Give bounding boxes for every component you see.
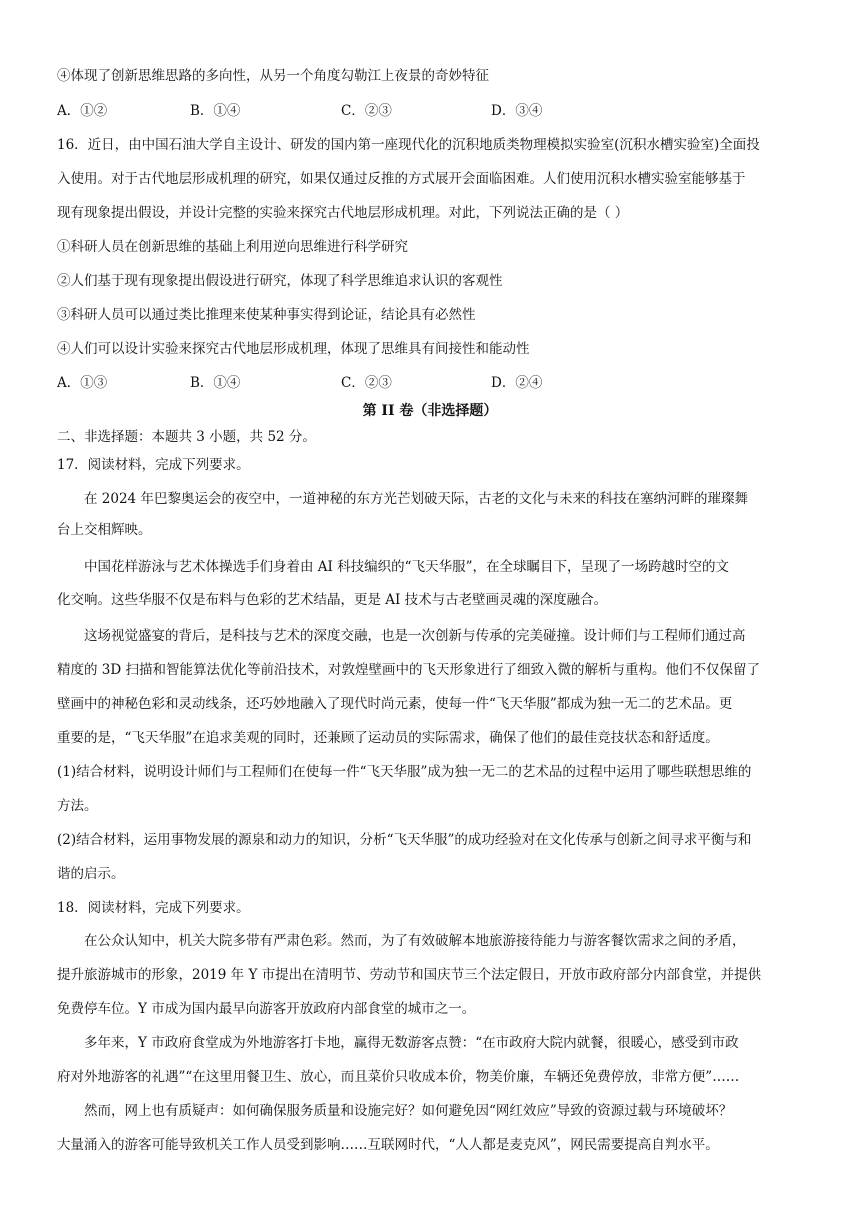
- q17-material-line: 重要的是，“飞天华服”在追求美观的同时，还兼顾了运动员的实际需求，确保了他们的最佳竞技状态和舒适度。: [57, 730, 719, 746]
- q18-material-line: 多年来，Y 市政府食堂成为外地游客打卡地，赢得无数游客点赞：“在市政府大院内就餐，很暖心，感受到市政: [84, 1035, 739, 1051]
- q16-item-1: ①科研人员在创新思维的基础上利用逆向思维进行科学研究: [57, 239, 408, 255]
- q17-material-line: 中国花样游泳与艺术体操选手们身着由 AI 科技编织的“飞天华服”，在全球瞩目下，呈现了一场跨越时空的文: [84, 559, 729, 575]
- q17-material-line: 在 2024 年巴黎奥运会的夜空中，一道神秘的东方光芒划破天际，古老的文化与未来的科技在塞纳河畔的璀璨舞: [84, 491, 748, 507]
- q16-item-2: ②人们基于现有现象提出假设进行研究，体现了科学思维追求认识的客观性: [57, 273, 503, 289]
- q16-item-3: ③科研人员可以通过类比推理来使某种事实得到论证，结论具有必然性: [57, 307, 476, 323]
- q17-material-line: 精度的 3D 扫描和智能算法优化等前沿技术，对敦煌壁画中的飞天形象进行了细致入微的解析与重构。他们不仅保留了: [57, 662, 760, 678]
- q15-option-c: C．②③: [341, 103, 392, 119]
- q17-stem: 17．阅读材料，完成下列要求。: [57, 457, 250, 473]
- q16-stem-line: 现有现象提出假设，并设计完整的实验来探究古代地层形成机理。对此，下列说法正确的是（ ）: [57, 205, 629, 221]
- q15-option-d: D．③④: [491, 103, 543, 119]
- section-title: 第 II 卷（非选择题）: [362, 403, 498, 419]
- q17-material-line: 这场视觉盛宴的背后，是科技与艺术的深度交融，也是一次创新与传承的完美碰撞。设计师们与工程师们通过高: [84, 628, 746, 644]
- q18-material-line: 府对外地游客的礼遇”“在这里用餐卫生、放心，而且菜价只收成本价，物美价廉，车辆还免费停放，非常方便”……: [57, 1069, 740, 1085]
- q18-material-line: 然而，网上也有质疑声：如何确保服务质量和设施完好？如何避免因“网红效应”导致的资源过载与环境破坏？: [84, 1103, 733, 1119]
- q16-option-d: D．②④: [491, 375, 543, 391]
- q15-option-b: B．①④: [190, 103, 241, 119]
- q18-material-line: 在公众认知中，机关大院多带有严肃色彩。然而，为了有效破解本地旅游接待能力与游客餐饮需求之间的矛盾，: [84, 933, 746, 949]
- q17-sub-question-2: 谐的启示。: [57, 866, 125, 882]
- q17-material-line: 化交响。这些华服不仅是布料与色彩的艺术结晶，更是 AI 技术与古老壁画灵魂的深度融合。: [57, 592, 608, 608]
- q16-stem-line: 16．近日，由中国石油大学自主设计、研发的国内第一座现代化的沉积地质类物理模拟实验室(沉积水槽实验室)全面投: [57, 137, 760, 153]
- q16-option-b: B．①④: [190, 375, 241, 391]
- q17-material-line: 壁画中的神秘色彩和灵动线条，还巧妙地融入了现代时尚元素，使每一件“飞天华服”都成为独一无二的艺术品。更: [57, 696, 733, 712]
- q15-option-a: A．①②: [57, 103, 108, 119]
- q18-material-line: 大量涌入的游客可能导致机关工作人员受到影响……互联网时代，“人人都是麦克风”，网民需要提高自判水平。: [57, 1137, 719, 1153]
- q17-material-line: 台上交相辉映。: [57, 522, 152, 538]
- q16-stem-line: 入使用。对于古代地层形成机理的研究，如果仅通过反推的方式展开会面临困难。人们使用沉积水槽实验室能够基于: [57, 171, 746, 187]
- q18-material-line: 免费停车位。Y 市成为国内最早向游客开放政府内部食堂的城市之一。: [57, 1001, 476, 1017]
- q17-sub-question-2: (2)结合材料，运用事物发展的源泉和动力的知识，分析“飞天华服”的成功经验对在文化传承与创新之间寻求平衡与和: [57, 832, 752, 848]
- section-intro: 二、非选择题：本题共 3 小题，共 52 分。: [57, 429, 316, 445]
- q18-stem: 18．阅读材料，完成下列要求。: [57, 900, 250, 916]
- q16-item-4: ④人们可以设计实验来探究古代地层形成机理，体现了思维具有间接性和能动性: [57, 341, 530, 357]
- q16-option-a: A．①③: [57, 375, 108, 391]
- q16-option-c: C．②③: [341, 375, 392, 391]
- q15-item-4: ④体现了创新思维思路的多向性，从另一个角度勾勒江上夜景的奇妙特征: [57, 68, 489, 84]
- q18-material-line: 提升旅游城市的形象，2019 年 Y 市提出在清明节、劳动节和国庆节三个法定假日，开放市政府部分内部食堂，并提供: [57, 967, 762, 983]
- q17-sub-question-1: (1)结合材料，说明设计师们与工程师们在使每一件“飞天华服”成为独一无二的艺术品的过程中运用了哪些联想思维的: [57, 764, 752, 780]
- q17-sub-question-1: 方法。: [57, 798, 98, 814]
